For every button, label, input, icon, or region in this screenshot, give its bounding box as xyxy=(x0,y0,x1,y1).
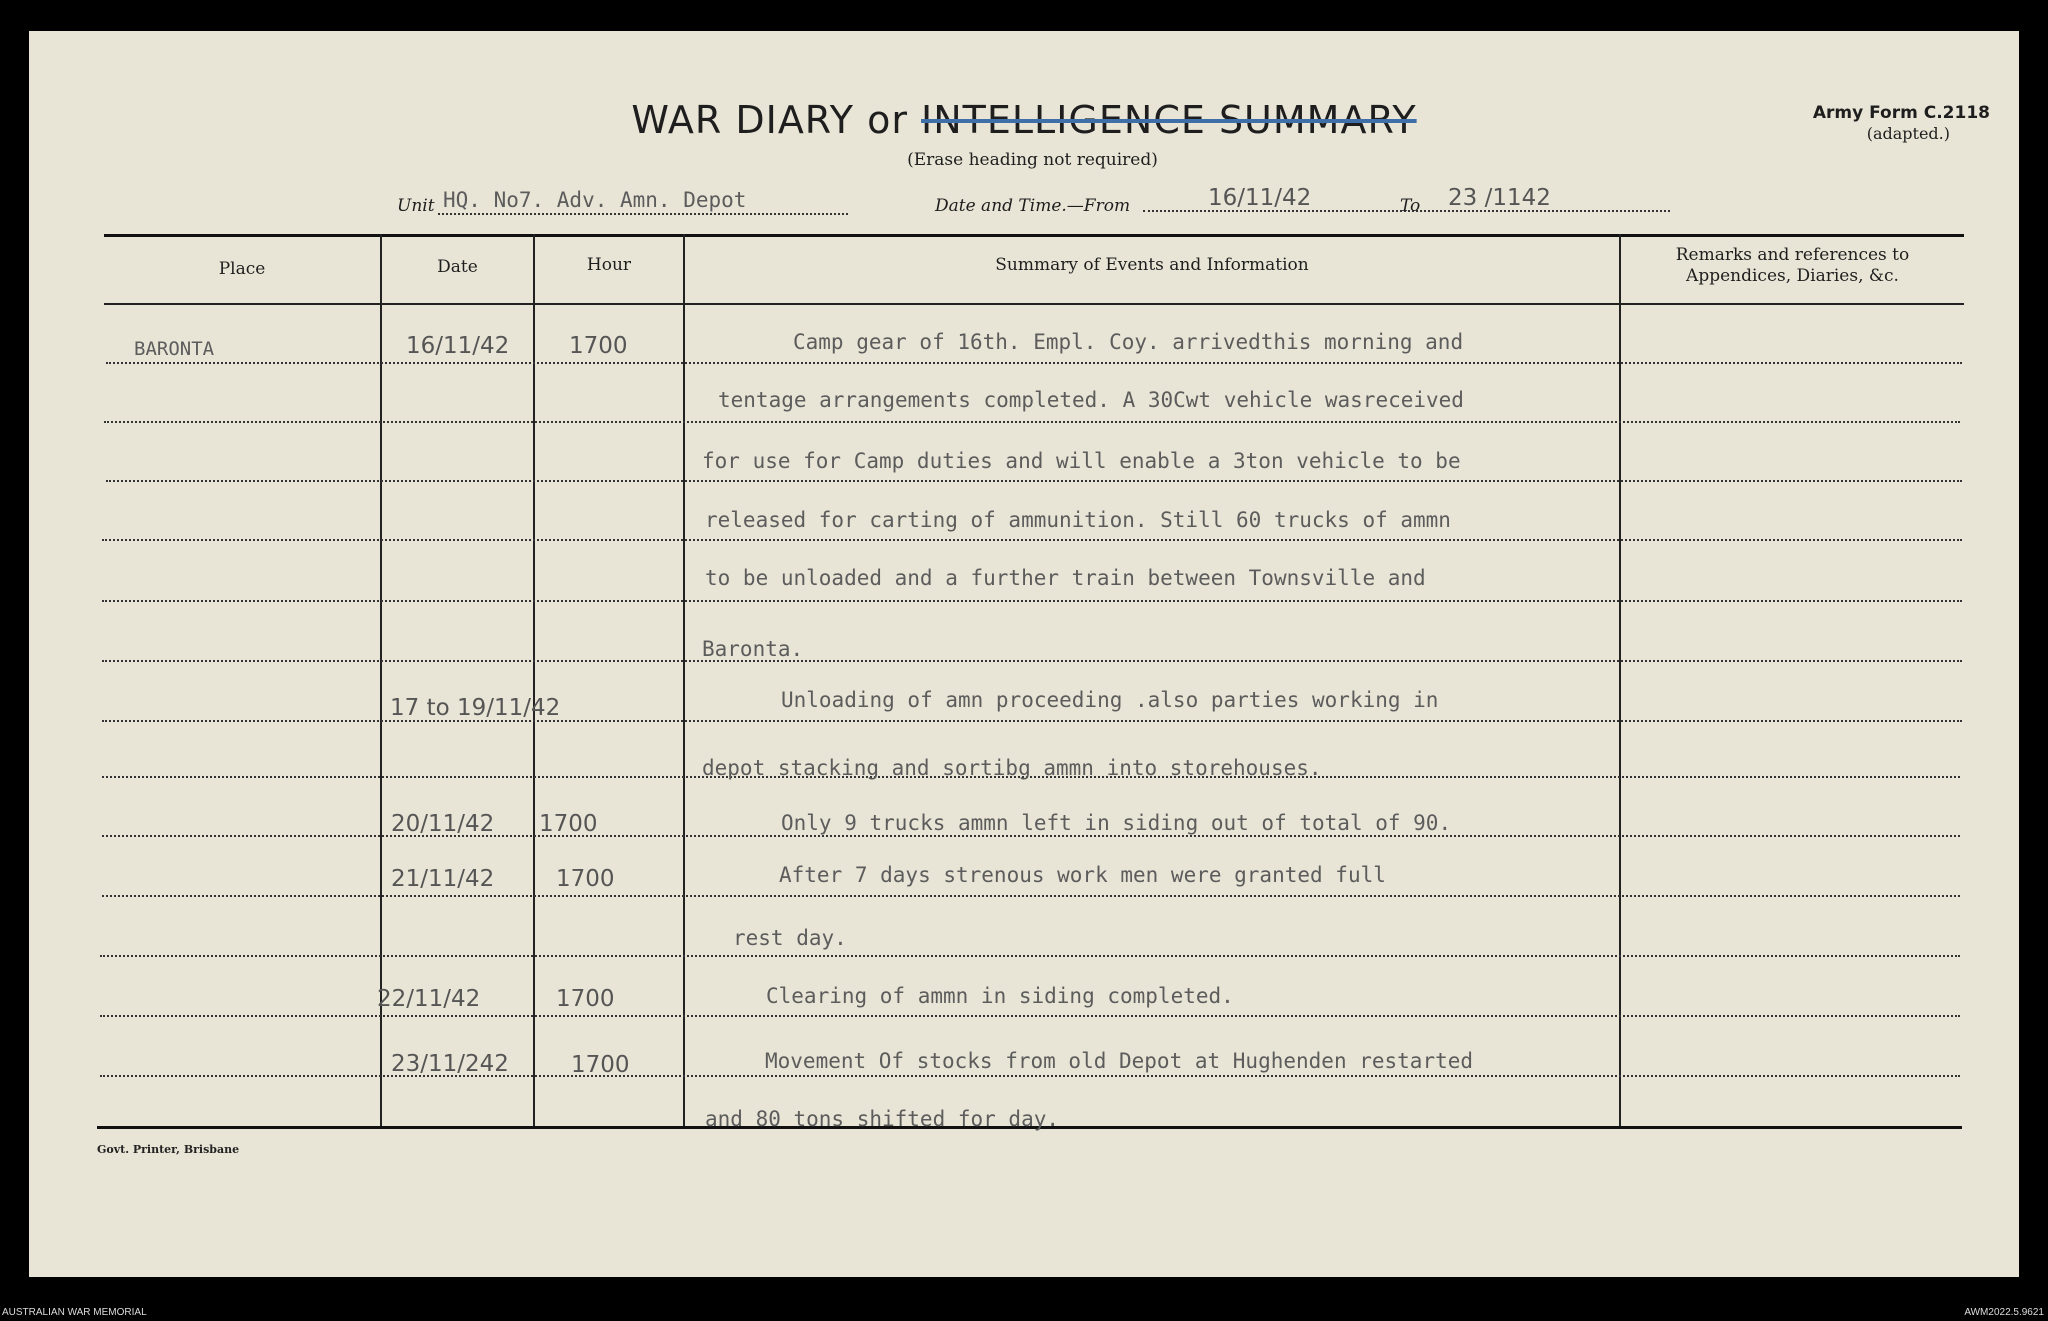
row-rule xyxy=(102,660,1962,662)
entry-hour: 1700 xyxy=(571,1052,630,1078)
entry-hour: 1700 xyxy=(569,333,628,359)
title-plain: WAR DIARY or xyxy=(631,98,922,142)
row-rule xyxy=(100,1075,1960,1077)
entry-date: 21/11/42 xyxy=(391,866,495,892)
entry-date: 22/11/42 xyxy=(377,986,481,1012)
entry-summary: Movement Of stocks from old Depot at Hughenden restarted xyxy=(765,1049,1474,1073)
entry-place: BARONTA xyxy=(134,338,215,360)
row-rule xyxy=(100,1015,1960,1017)
entry-summary: and 80 tons shifted for day. xyxy=(705,1107,1060,1131)
row-rule xyxy=(104,421,1960,423)
entry-summary: Baronta. xyxy=(702,637,804,661)
entry-summary: After 7 days strenous work men were granted full xyxy=(779,863,1386,887)
column-header-summary: Summary of Events and Information xyxy=(995,255,1309,275)
row-rule xyxy=(106,480,1962,482)
entry-date: 16/11/42 xyxy=(406,333,510,359)
date-from-value: 16/11/42 xyxy=(1208,185,1312,211)
printer-imprint: Govt. Printer, Brisbane xyxy=(97,1143,240,1156)
entry-date: 17 to 19/11/42 xyxy=(390,695,561,721)
entry-hour: 1700 xyxy=(556,866,615,892)
row-rule xyxy=(102,600,1962,602)
row-rule xyxy=(102,720,1962,722)
table-divider xyxy=(1619,234,1621,1126)
unit-value: HQ. No7. Adv. Amn. Depot xyxy=(443,188,747,212)
date-to-value: 23 /1142 xyxy=(1448,185,1551,211)
column-header-date: Date xyxy=(437,257,478,277)
table-top-rule xyxy=(104,234,1964,237)
archive-reference: AWM2022.5.9621 xyxy=(1964,1307,2044,1318)
remarks-header-line: Remarks and references to xyxy=(1675,245,1910,265)
column-header-remarks xyxy=(1621,245,1964,287)
entry-summary: depot stacking and sortibg ammn into storehouses. xyxy=(702,756,1322,780)
unit-label: Unit xyxy=(397,196,435,216)
table-divider xyxy=(533,234,535,1126)
form-note: (adapted.) xyxy=(1866,124,1950,143)
entry-summary: for use for Camp duties and will enable a 3ton vehicle to be xyxy=(702,449,1461,473)
diary-sheet xyxy=(29,31,2019,1277)
table-header-rule xyxy=(104,303,1964,305)
entry-summary: Unloading of amn proceeding .also parties working in xyxy=(781,688,1439,712)
entry-summary: Clearing of ammn in siding completed. xyxy=(766,984,1234,1008)
form-number: Army Form C.2118 xyxy=(1812,103,1990,123)
title-struck: INTELLIGENCE SUMMARY xyxy=(921,98,1417,142)
column-header-hour: Hour xyxy=(586,255,632,275)
entry-date: 20/11/42 xyxy=(391,811,495,837)
column-header-place: Place xyxy=(218,259,266,279)
archive-credit: AUSTRALIAN WAR MEMORIAL xyxy=(2,1307,147,1318)
remarks-header-line: Appendices, Diaries, &c. xyxy=(1686,266,1899,286)
row-rule xyxy=(102,895,1960,897)
entry-date: 23/11/242 xyxy=(391,1051,509,1077)
row-rule xyxy=(100,955,1960,957)
entry-summary: Only 9 trucks ammn left in siding out of total of 90. xyxy=(781,811,1452,835)
row-rule xyxy=(106,362,1962,364)
entry-summary: released for carting of ammunition. Still 60 trucks of ammn xyxy=(705,508,1451,532)
date-from-label: Date and Time.—From xyxy=(935,196,1131,216)
date-to-label: To xyxy=(1400,196,1421,216)
unit-dotline xyxy=(438,213,848,215)
row-rule xyxy=(102,539,1962,541)
entry-hour: 1700 xyxy=(539,811,598,837)
entry-summary: Camp gear of 16th. Empl. Coy. arrivedthis morning and xyxy=(793,330,1464,354)
entry-summary: rest day. xyxy=(733,926,847,950)
entry-summary: tentage arrangements completed. A 30Cwt vehicle wasreceived xyxy=(718,388,1464,412)
page-subtitle: (Erase heading not required) xyxy=(907,150,1158,170)
entry-hour: 1700 xyxy=(556,986,615,1012)
table-divider xyxy=(683,234,685,1126)
row-rule xyxy=(102,835,1960,837)
entry-summary: to be unloaded and a further train between Townsville and xyxy=(705,566,1426,590)
